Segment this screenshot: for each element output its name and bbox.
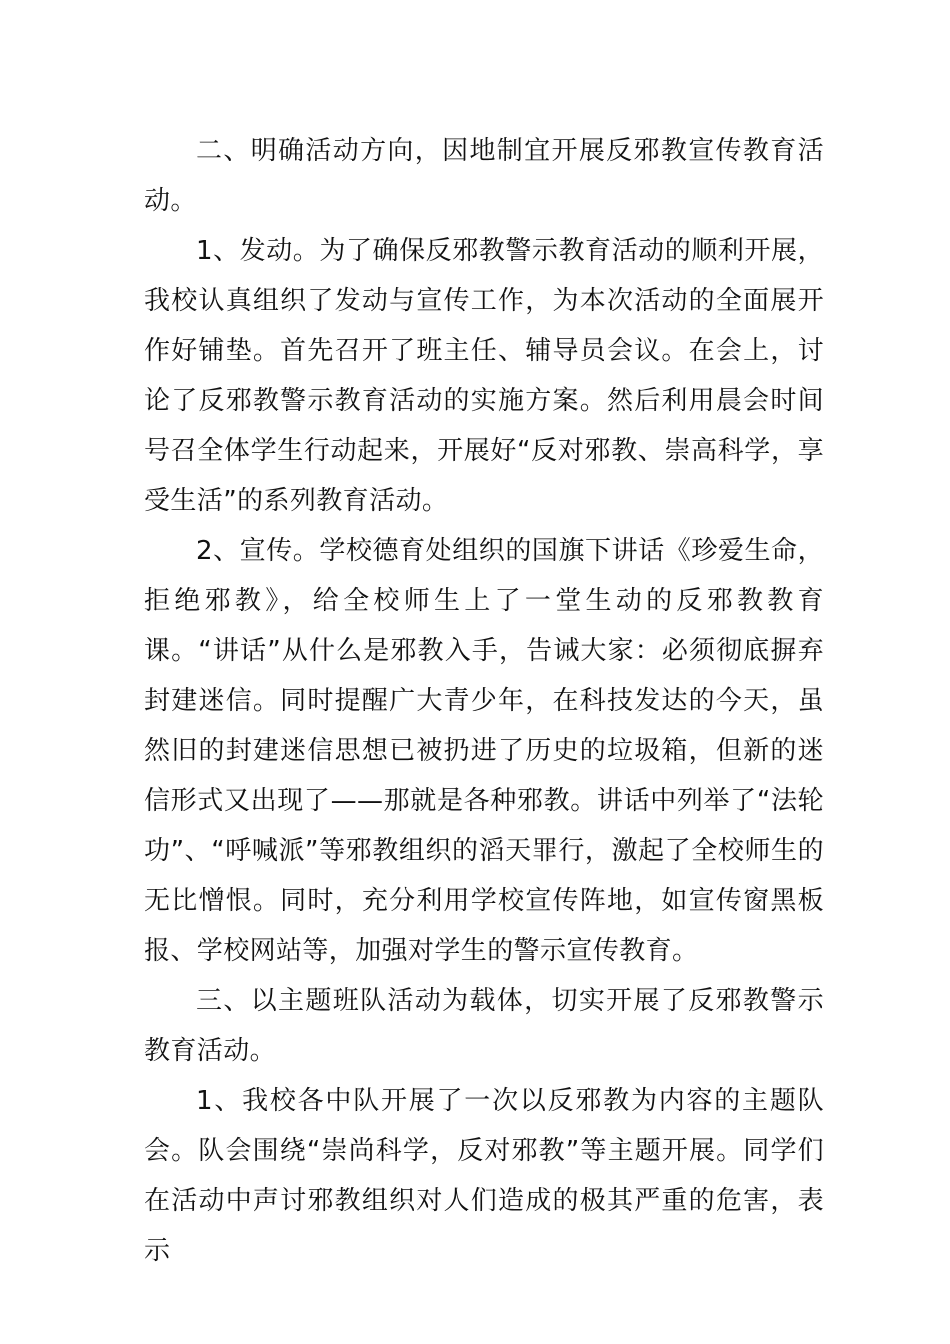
section-heading-two: 二、明确活动方向，因地制宜开展反邪教宣传教育活动。	[144, 136, 824, 216]
section-heading-three: 三、以主题班队活动为载体，切实开展了反邪教警示教育活动。	[144, 986, 824, 1066]
paragraph-team-meeting: 1、我校各中队开展了一次以反邪教为内容的主题队会。队会围绕“崇尚科学，反对邪教”等主题开展。同学们在活动中声讨邪教组织对人们造成的极其严重的危害，表示	[144, 1086, 824, 1266]
paragraph-publicity: 2、宣传。学校德育处组织的国旗下讲话《珍爱生命，拒绝邪教》，给全校师生上了一堂生动的反邪教教育课。“讲话”从什么是邪教入手，告诫大家：必须彻底摒弃封建迷信。同时提醒广大青少年，在科技发达的今天，虽然旧的封建迷信思想已被扔进了历史的垃圾箱，但新的迷信形式又出现了——那就是各种邪教。讲话中列举了“法轮功”、“呼喊派”等邪教组织的滔天罪行，激起了全校师生的无比憎恨。同时，充分利用学校宣传阵地，如宣传窗黑板报、学校网站等，加强对学生的警示宣传教育。	[144, 536, 824, 966]
document-body	[144, 126, 824, 1276]
paragraph-mobilization: 1、发动。为了确保反邪教警示教育活动的顺利开展，我校认真组织了发动与宣传工作，为本次活动的全面展开作好铺垫。首先召开了班主任、辅导员会议。在会上，讨论了反邪教警示教育活动的实施方案。然后利用晨会时间号召全体学生行动起来，开展好“反对邪教、崇高科学，享受生活”的系列教育活动。	[144, 236, 824, 516]
